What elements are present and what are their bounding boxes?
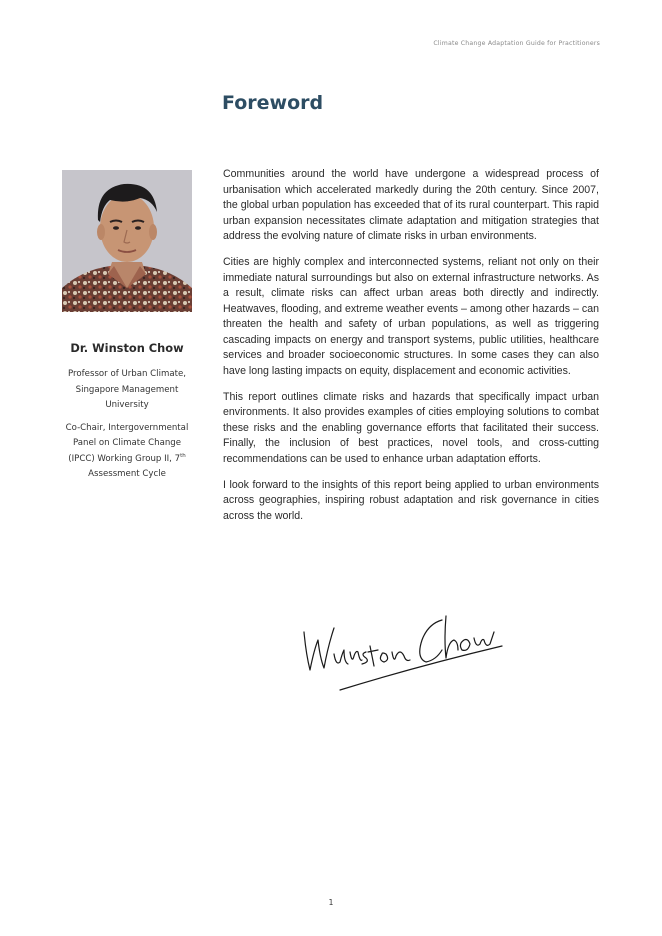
running-header: Climate Change Adaptation Guide for Practitioners [433,40,600,47]
foreword-paragraph: I look forward to the insights of this report being applied to urban environments across geographies, inspiring robust adaptation and risk governance in cities across the world. [223,478,599,522]
page-number: 1 [328,898,334,907]
page-title: Foreword [222,92,324,114]
author-portrait [62,170,192,312]
author-role-ipcc [62,421,192,483]
author-role-professor: Professor of Urban Climate, Singapore Management University [68,369,186,410]
portrait-illustration [62,170,192,312]
author-role-ipcc-text: Co-Chair, Intergovernmental Panel on Climate Change (IPCC) Working Group II, 7 [65,422,189,464]
author-role-ipcc-ordinal: th [180,452,186,459]
author-panel [62,170,192,483]
author-role-ipcc-suffix: Assessment Cycle [88,469,166,479]
foreword-paragraph: Communities around the world have undergone a widespread process of urbanisation which accelerated markedly during the 20th century. Since 2007, the global urban population has exceeded that of its rural counterpart. This rapid urban expansion necessitates climate adaptation and mitigation strategies that address the evolving nature of climate risks in urban environments. [223,168,599,242]
foreword-body [223,167,599,535]
foreword-paragraph: Cities are highly complex and interconnected systems, reliant not only on their immediate natural surroundings but also on external infrastructure networks. As a result, climate risks can affect urban areas both directly and indirectly. Heatwaves, flooding, and extreme weather events – among other hazards – can threaten the health and safety of urban populations, as well as triggering cascading impacts on energy and transport systems, public utilities, healthcare services and broader socioeconomic structures. In some cases they can also have long lasting impacts on equity, displacement and economic activities. [223,256,599,377]
foreword-paragraph: This report outlines climate risks and hazards that specifically impact urban environments. It also provides examples of cities employing solutions to combat these risks and the enabling governance efforts that facilitated their success. Finally, the inclusion of best practices, novel tools, and cross-cutting recommendations can be used to enhance urban adaptation efforts. [223,390,599,465]
handwritten-signature [298,610,508,694]
author-name: Dr. Winston Chow [70,341,184,355]
